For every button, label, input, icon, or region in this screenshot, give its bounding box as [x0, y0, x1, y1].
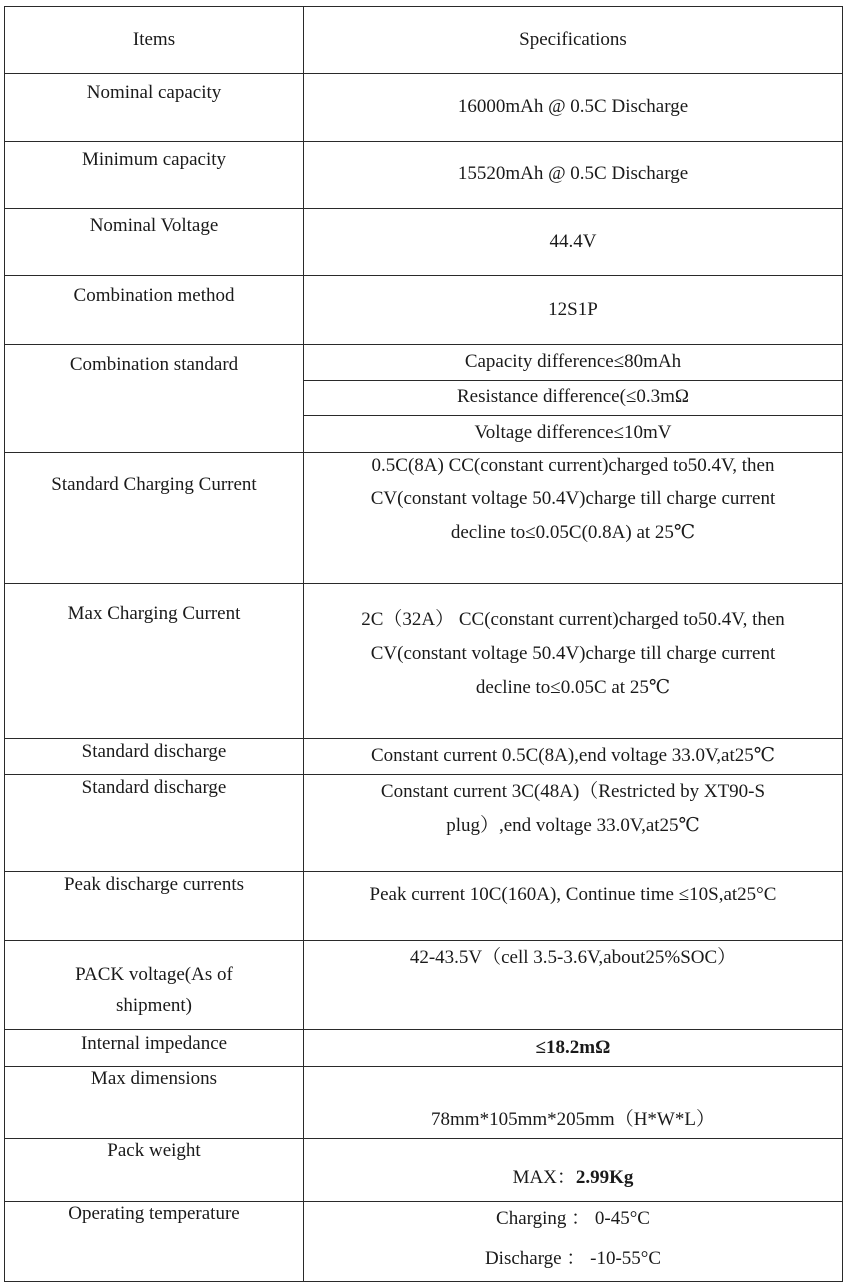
spec-value: CV(constant voltage 50.4V)charge till charge current [370, 643, 776, 664]
item-label: Pack weight [107, 1140, 201, 1161]
item-label: Combination standard [69, 354, 239, 375]
item-label: Minimum capacity [81, 149, 227, 170]
spec-value: decline to≤0.05C(0.8A) at 25℃ [450, 522, 696, 543]
item-label: PACK voltage(As of [75, 964, 233, 985]
row-line [5, 774, 842, 775]
spec-value: 12S1P [548, 299, 598, 320]
row-line [5, 141, 842, 142]
spec-value: Charging ： 0-45°C [496, 1208, 650, 1229]
spec-value: 0.5C(8A) CC(constant current)charged to50.4V, then [371, 455, 775, 476]
spec-value [304, 1166, 842, 1190]
spec-value: Peak current 10C(160A), Continue time ≤10S,at25°C [369, 884, 777, 905]
subrow-line [303, 380, 842, 381]
item-label: shipment) [116, 995, 192, 1016]
header-specifications: Specifications [519, 29, 627, 50]
item-label: Internal impedance [80, 1033, 228, 1054]
weight-label: MAX： [512, 1167, 576, 1188]
spec-value: decline to≤0.05C at 25℃ [475, 677, 671, 698]
row-line [5, 738, 842, 739]
item-label: Operating temperature [68, 1203, 240, 1224]
item-label: Standard discharge [81, 777, 227, 798]
spec-value: 44.4V [549, 231, 597, 252]
spec-value: 15520mAh @ 0.5C Discharge [457, 163, 689, 184]
row-line [5, 871, 842, 872]
spec-value: 16000mAh @ 0.5C Discharge [457, 96, 689, 117]
spec-value: 78mm*105mm*205mm（H*W*L） [431, 1109, 715, 1130]
row-line [5, 452, 842, 453]
subrow-line [303, 415, 842, 416]
item-label: Nominal capacity [86, 82, 222, 103]
spec-value: Constant current 0.5C(8A),end voltage 33.0V,at25℃ [370, 745, 775, 766]
spec-value: plug）,end voltage 33.0V,at25℃ [446, 815, 700, 836]
weight-value: 2.99Kg [575, 1167, 634, 1188]
spec-value: Constant current 3C(48A)（Restricted by XT90-S [380, 781, 766, 802]
row-line [5, 1029, 842, 1030]
row-line [5, 583, 842, 584]
item-label: Combination method [73, 285, 235, 306]
item-label: Max dimensions [90, 1068, 218, 1089]
spec-value: ≤18.2mΩ [535, 1037, 611, 1058]
spec-value: CV(constant voltage 50.4V)charge till charge current [370, 488, 776, 509]
row-line [5, 208, 842, 209]
row-line [5, 275, 842, 276]
item-label: Standard discharge [81, 741, 227, 762]
item-label: Nominal Voltage [89, 215, 219, 236]
header-items: Items [132, 29, 176, 50]
item-label: Peak discharge currents [63, 874, 245, 895]
row-line [5, 344, 842, 345]
spec-value: Capacity difference≤80mAh [464, 351, 682, 372]
spec-value: Resistance difference(≤0.3mΩ [456, 386, 690, 407]
item-label: Max Charging Current [67, 603, 241, 624]
spec-value: 2C（32A） CC(constant current)charged to50.4V, then [361, 609, 785, 630]
row-line [5, 940, 842, 941]
row-line [5, 73, 842, 74]
spec-value: 42-43.5V（cell 3.5-3.6V,about25%SOC） [409, 947, 737, 968]
spec-value: Voltage difference≤10mV [474, 422, 672, 443]
spec-value: Discharge ： -10-55°C [484, 1248, 662, 1269]
item-label: Standard Charging Current [51, 474, 257, 495]
spec-table [4, 6, 843, 1282]
